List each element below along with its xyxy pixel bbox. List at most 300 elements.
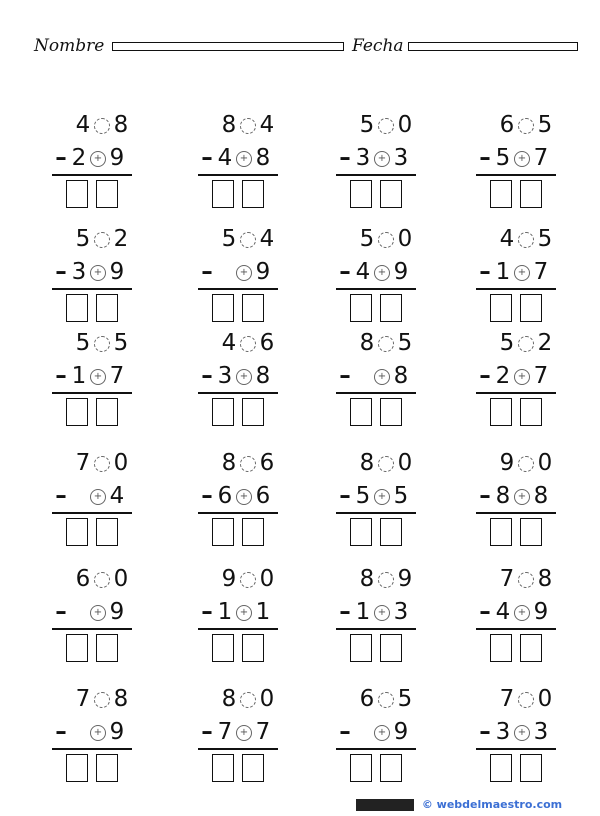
subtrahend (336, 719, 410, 745)
minuend-units-digit: 9 (397, 566, 413, 592)
result-line (198, 748, 278, 750)
carry-plus-icon[interactable]: + (374, 605, 390, 621)
subtrahend (476, 259, 550, 285)
subtrahend-units-digit: 3 (533, 719, 549, 745)
minuend-units-digit: 8 (113, 686, 129, 712)
subtrahend-units-digit: 7 (255, 719, 271, 745)
minus-sign-icon: – (339, 363, 351, 389)
subtrahend-tens-digit: 1 (355, 599, 371, 625)
carry-plus-icon[interactable]: + (90, 369, 106, 385)
subtrahend (52, 145, 126, 171)
subtraction-problem (198, 226, 308, 326)
borrow-circle-icon[interactable] (94, 232, 110, 248)
answer-tens-box[interactable] (66, 518, 88, 546)
answer-units-box[interactable] (520, 754, 542, 782)
footer-site: © webdelmaestro.com (421, 798, 563, 811)
answer-units-box[interactable] (242, 294, 264, 322)
minuend-tens-digit: 9 (499, 450, 515, 476)
minuend-tens-digit: 7 (499, 566, 515, 592)
minuend-units-digit: 6 (259, 330, 275, 356)
carry-plus-icon[interactable]: + (374, 265, 390, 281)
subtrahend-units-digit: 8 (533, 483, 549, 509)
answer-units-box[interactable] (242, 634, 264, 662)
answer-units-box[interactable] (96, 294, 118, 322)
answer-boxes (212, 634, 272, 666)
answer-tens-box[interactable] (212, 294, 234, 322)
subtrahend-units-digit: 9 (109, 719, 125, 745)
subtraction-problem (476, 330, 586, 430)
minuend-tens-digit: 5 (359, 112, 375, 138)
carry-plus-icon[interactable]: + (90, 489, 106, 505)
subtraction-problem (198, 450, 308, 550)
subtrahend (198, 599, 272, 625)
answer-boxes (66, 398, 126, 430)
minuend-units-digit: 0 (397, 450, 413, 476)
result-line (336, 512, 416, 514)
subtrahend (52, 719, 126, 745)
subtraction-problem (198, 112, 308, 212)
borrow-circle-icon[interactable] (518, 572, 534, 588)
subtrahend-units-digit: 9 (109, 259, 125, 285)
borrow-circle-icon[interactable] (378, 456, 394, 472)
answer-units-box[interactable] (520, 634, 542, 662)
subtraction-problem (476, 686, 586, 786)
minuend-tens-digit: 7 (75, 686, 91, 712)
subtrahend-units-digit: 3 (393, 599, 409, 625)
answer-tens-box[interactable] (490, 518, 512, 546)
answer-boxes (350, 518, 410, 550)
subtrahend-units-digit: 8 (255, 363, 271, 389)
subtrahend-units-digit: 7 (533, 363, 549, 389)
minuend (358, 566, 414, 592)
minus-sign-icon: – (479, 363, 491, 389)
subtrahend-units-digit: 8 (255, 145, 271, 171)
carry-plus-icon[interactable]: + (374, 489, 390, 505)
subtrahend (476, 483, 550, 509)
minuend-tens-digit: 9 (221, 566, 237, 592)
minuend-tens-digit: 8 (221, 686, 237, 712)
subtrahend-units-digit: 4 (109, 483, 125, 509)
minuend-units-digit: 0 (537, 450, 553, 476)
subtrahend (198, 363, 272, 389)
answer-tens-box[interactable] (490, 634, 512, 662)
minus-sign-icon: – (201, 719, 213, 745)
borrow-circle-icon[interactable] (518, 456, 534, 472)
minuend-tens-digit: 8 (221, 450, 237, 476)
minuend-tens-digit: 5 (75, 226, 91, 252)
carry-plus-icon[interactable]: + (514, 725, 530, 741)
answer-units-box[interactable] (520, 180, 542, 208)
subtraction-problem (198, 686, 308, 786)
subtrahend-units-digit: 9 (393, 259, 409, 285)
minus-sign-icon: – (339, 719, 351, 745)
subtraction-problem (336, 226, 446, 326)
minuend-tens-digit: 8 (359, 450, 375, 476)
subtrahend-tens-digit: 3 (495, 719, 511, 745)
carry-plus-icon[interactable]: + (236, 151, 252, 167)
minuend (220, 330, 276, 356)
minuend-tens-digit: 8 (359, 330, 375, 356)
answer-tens-box[interactable] (66, 398, 88, 426)
subtraction-problem (336, 112, 446, 212)
minuend (74, 330, 130, 356)
minus-sign-icon: – (339, 145, 351, 171)
subtrahend-units-digit: 9 (393, 719, 409, 745)
subtrahend-units-digit: 7 (533, 259, 549, 285)
answer-units-box[interactable] (520, 398, 542, 426)
minuend-units-digit: 0 (113, 450, 129, 476)
minuend-tens-digit: 4 (75, 112, 91, 138)
subtrahend-tens-digit: 4 (495, 599, 511, 625)
subtraction-problem (52, 450, 162, 550)
minuend (358, 686, 414, 712)
publisher-logo-icon (356, 799, 414, 811)
subtraction-problem (336, 566, 446, 666)
borrow-circle-icon[interactable] (94, 336, 110, 352)
carry-plus-icon[interactable]: + (236, 369, 252, 385)
subtrahend (476, 145, 550, 171)
minus-sign-icon: – (201, 363, 213, 389)
minuend (220, 112, 276, 138)
subtrahend-tens-digit: 4 (217, 145, 233, 171)
carry-plus-icon[interactable]: + (236, 489, 252, 505)
minuend (220, 450, 276, 476)
answer-units-box[interactable] (96, 180, 118, 208)
subtrahend-tens-digit: 1 (217, 599, 233, 625)
answer-units-box[interactable] (96, 518, 118, 546)
minuend-units-digit: 8 (537, 566, 553, 592)
minuend-units-digit: 6 (259, 450, 275, 476)
minuend (74, 226, 130, 252)
answer-units-box[interactable] (380, 180, 402, 208)
carry-plus-icon[interactable]: + (90, 265, 106, 281)
minus-sign-icon: – (479, 599, 491, 625)
answer-tens-box[interactable] (350, 294, 372, 322)
borrow-circle-icon[interactable] (94, 572, 110, 588)
carry-plus-icon[interactable]: + (374, 725, 390, 741)
answer-units-box[interactable] (520, 518, 542, 546)
minus-sign-icon: – (479, 145, 491, 171)
minus-sign-icon: – (55, 483, 67, 509)
answer-units-box[interactable] (96, 398, 118, 426)
carry-plus-icon[interactable]: + (514, 369, 530, 385)
answer-tens-box[interactable] (350, 634, 372, 662)
result-line (52, 288, 132, 290)
answer-boxes (212, 754, 272, 786)
result-line (336, 748, 416, 750)
answer-boxes (490, 518, 550, 550)
borrow-circle-icon[interactable] (94, 456, 110, 472)
subtraction-problem (52, 566, 162, 666)
answer-units-box[interactable] (380, 634, 402, 662)
answer-units-box[interactable] (242, 180, 264, 208)
result-line (52, 748, 132, 750)
carry-plus-icon[interactable]: + (514, 265, 530, 281)
minuend (220, 226, 276, 252)
borrow-circle-icon[interactable] (378, 336, 394, 352)
minus-sign-icon: – (55, 719, 67, 745)
borrow-circle-icon[interactable] (240, 118, 256, 134)
borrow-circle-icon[interactable] (94, 692, 110, 708)
borrow-circle-icon[interactable] (518, 336, 534, 352)
answer-tens-box[interactable] (212, 754, 234, 782)
answer-units-box[interactable] (520, 294, 542, 322)
subtraction-problem (336, 450, 446, 550)
carry-plus-icon[interactable]: + (514, 605, 530, 621)
result-line (52, 512, 132, 514)
minuend-units-digit: 0 (397, 226, 413, 252)
result-line (476, 392, 556, 394)
answer-tens-box[interactable] (350, 518, 372, 546)
subtrahend-units-digit: 9 (109, 145, 125, 171)
minuend-tens-digit: 6 (499, 112, 515, 138)
answer-tens-box[interactable] (212, 518, 234, 546)
minuend (358, 112, 414, 138)
subtrahend-units-digit: 7 (533, 145, 549, 171)
minus-sign-icon: – (201, 259, 213, 285)
result-line (476, 174, 556, 176)
name-label: Nombre (34, 36, 105, 56)
subtrahend-tens-digit: 6 (217, 483, 233, 509)
answer-boxes (490, 754, 550, 786)
answer-boxes (66, 294, 126, 326)
minuend (498, 450, 554, 476)
subtraction-problem (476, 226, 586, 326)
subtrahend-tens-digit: 5 (495, 145, 511, 171)
minuend-units-digit: 0 (259, 566, 275, 592)
carry-plus-icon[interactable]: + (90, 605, 106, 621)
borrow-circle-icon[interactable] (518, 692, 534, 708)
answer-tens-box[interactable] (350, 180, 372, 208)
minus-sign-icon: – (55, 599, 67, 625)
subtrahend-tens-digit: 1 (495, 259, 511, 285)
subtrahend-tens-digit: 7 (217, 719, 233, 745)
footer-brand (356, 798, 562, 812)
minuend-tens-digit: 5 (499, 330, 515, 356)
minuend-tens-digit: 4 (499, 226, 515, 252)
result-line (198, 288, 278, 290)
carry-plus-icon[interactable]: + (90, 151, 106, 167)
result-line (198, 628, 278, 630)
answer-tens-box[interactable] (66, 634, 88, 662)
minuend-tens-digit: 7 (75, 450, 91, 476)
answer-tens-box[interactable] (66, 294, 88, 322)
answer-tens-box[interactable] (490, 754, 512, 782)
subtrahend-units-digit: 7 (109, 363, 125, 389)
minus-sign-icon: – (339, 483, 351, 509)
minuend-tens-digit: 5 (75, 330, 91, 356)
minuend (74, 450, 130, 476)
minuend-tens-digit: 8 (221, 112, 237, 138)
answer-units-box[interactable] (96, 754, 118, 782)
answer-boxes (66, 518, 126, 550)
answer-boxes (490, 180, 550, 212)
subtraction-problem (476, 566, 586, 666)
borrow-circle-icon[interactable] (378, 118, 394, 134)
result-line (198, 512, 278, 514)
subtrahend-units-digit: 1 (255, 599, 271, 625)
minuend-units-digit: 0 (113, 566, 129, 592)
subtrahend (336, 599, 410, 625)
minuend-units-digit: 5 (397, 330, 413, 356)
answer-boxes (350, 180, 410, 212)
carry-plus-icon[interactable]: + (236, 265, 252, 281)
borrow-circle-icon[interactable] (240, 692, 256, 708)
borrow-circle-icon[interactable] (240, 572, 256, 588)
subtrahend-tens-digit: 3 (71, 259, 87, 285)
result-line (476, 748, 556, 750)
borrow-circle-icon[interactable] (518, 118, 534, 134)
subtraction-problem (198, 566, 308, 666)
minuend-units-digit: 2 (113, 226, 129, 252)
minuend-units-digit: 4 (259, 226, 275, 252)
borrow-circle-icon[interactable] (518, 232, 534, 248)
carry-plus-icon[interactable]: + (236, 725, 252, 741)
borrow-circle-icon[interactable] (240, 336, 256, 352)
answer-boxes (212, 518, 272, 550)
subtrahend-tens-digit: 3 (355, 145, 371, 171)
subtraction-problem (198, 330, 308, 430)
carry-plus-icon[interactable]: + (236, 605, 252, 621)
borrow-circle-icon[interactable] (94, 118, 110, 134)
answer-units-box[interactable] (242, 518, 264, 546)
subtraction-problem (476, 450, 586, 550)
subtrahend-units-digit: 9 (255, 259, 271, 285)
borrow-circle-icon[interactable] (378, 572, 394, 588)
minus-sign-icon: – (201, 599, 213, 625)
borrow-circle-icon[interactable] (240, 456, 256, 472)
carry-plus-icon[interactable]: + (514, 151, 530, 167)
result-line (476, 512, 556, 514)
subtraction-problem (52, 330, 162, 430)
minuend (220, 686, 276, 712)
subtrahend (52, 483, 126, 509)
answer-units-box[interactable] (380, 754, 402, 782)
answer-boxes (490, 634, 550, 666)
subtraction-problem (336, 686, 446, 786)
minuend-units-digit: 5 (537, 112, 553, 138)
answer-tens-box[interactable] (212, 180, 234, 208)
result-line (52, 628, 132, 630)
result-line (336, 628, 416, 630)
answer-tens-box[interactable] (350, 398, 372, 426)
subtrahend-units-digit: 3 (393, 145, 409, 171)
answer-boxes (350, 634, 410, 666)
subtrahend-tens-digit: 5 (355, 483, 371, 509)
minuend (74, 686, 130, 712)
minus-sign-icon: – (339, 599, 351, 625)
minuend-tens-digit: 4 (221, 330, 237, 356)
subtrahend-tens-digit: 2 (495, 363, 511, 389)
carry-plus-icon[interactable]: + (374, 151, 390, 167)
minuend-units-digit: 5 (113, 330, 129, 356)
subtrahend (52, 363, 126, 389)
minus-sign-icon: – (55, 363, 67, 389)
subtrahend (476, 363, 550, 389)
answer-units-box[interactable] (380, 294, 402, 322)
carry-plus-icon[interactable]: + (374, 369, 390, 385)
borrow-circle-icon[interactable] (378, 232, 394, 248)
minus-sign-icon: – (201, 483, 213, 509)
subtrahend-tens-digit: 3 (217, 363, 233, 389)
minuend-units-digit: 8 (113, 112, 129, 138)
answer-units-box[interactable] (96, 634, 118, 662)
minus-sign-icon: – (55, 259, 67, 285)
answer-tens-box[interactable] (212, 634, 234, 662)
subtrahend (476, 599, 550, 625)
minus-sign-icon: – (339, 259, 351, 285)
subtrahend-units-digit: 9 (109, 599, 125, 625)
subtrahend-units-digit: 6 (255, 483, 271, 509)
minuend (74, 112, 130, 138)
answer-boxes (66, 634, 126, 666)
answer-tens-box[interactable] (66, 754, 88, 782)
borrow-circle-icon[interactable] (378, 692, 394, 708)
minus-sign-icon: – (479, 719, 491, 745)
answer-boxes (212, 180, 272, 212)
borrow-circle-icon[interactable] (240, 232, 256, 248)
subtraction-problem (476, 112, 586, 212)
answer-boxes (212, 398, 272, 430)
result-line (198, 174, 278, 176)
subtrahend (336, 483, 410, 509)
subtraction-problem (52, 112, 162, 212)
subtrahend (198, 483, 272, 509)
answer-units-box[interactable] (380, 518, 402, 546)
minuend (498, 566, 554, 592)
minuend (74, 566, 130, 592)
subtraction-problem (52, 226, 162, 326)
subtrahend (52, 599, 126, 625)
subtrahend-tens-digit: 2 (71, 145, 87, 171)
result-line (52, 392, 132, 394)
result-line (52, 174, 132, 176)
minuend-units-digit: 0 (397, 112, 413, 138)
result-line (336, 288, 416, 290)
subtrahend (52, 259, 126, 285)
answer-tens-box[interactable] (350, 754, 372, 782)
subtraction-problem (336, 330, 446, 430)
minuend-tens-digit: 5 (221, 226, 237, 252)
carry-plus-icon[interactable]: + (514, 489, 530, 505)
minuend-tens-digit: 6 (359, 686, 375, 712)
answer-tens-box[interactable] (212, 398, 234, 426)
minuend-tens-digit: 5 (359, 226, 375, 252)
minuend-tens-digit: 6 (75, 566, 91, 592)
minus-sign-icon: – (55, 145, 67, 171)
answer-tens-box[interactable] (490, 398, 512, 426)
minuend (498, 112, 554, 138)
subtrahend (198, 719, 272, 745)
minus-sign-icon: – (479, 259, 491, 285)
minuend (358, 226, 414, 252)
answer-boxes (490, 294, 550, 326)
answer-boxes (350, 398, 410, 430)
answer-tens-box[interactable] (490, 294, 512, 322)
answer-units-box[interactable] (242, 398, 264, 426)
answer-tens-box[interactable] (490, 180, 512, 208)
answer-tens-box[interactable] (66, 180, 88, 208)
minuend (220, 566, 276, 592)
subtrahend-units-digit: 9 (533, 599, 549, 625)
answer-boxes (490, 398, 550, 430)
answer-units-box[interactable] (380, 398, 402, 426)
subtrahend (198, 259, 272, 285)
minuend-units-digit: 4 (259, 112, 275, 138)
carry-plus-icon[interactable]: + (90, 725, 106, 741)
subtrahend-units-digit: 5 (393, 483, 409, 509)
answer-units-box[interactable] (242, 754, 264, 782)
